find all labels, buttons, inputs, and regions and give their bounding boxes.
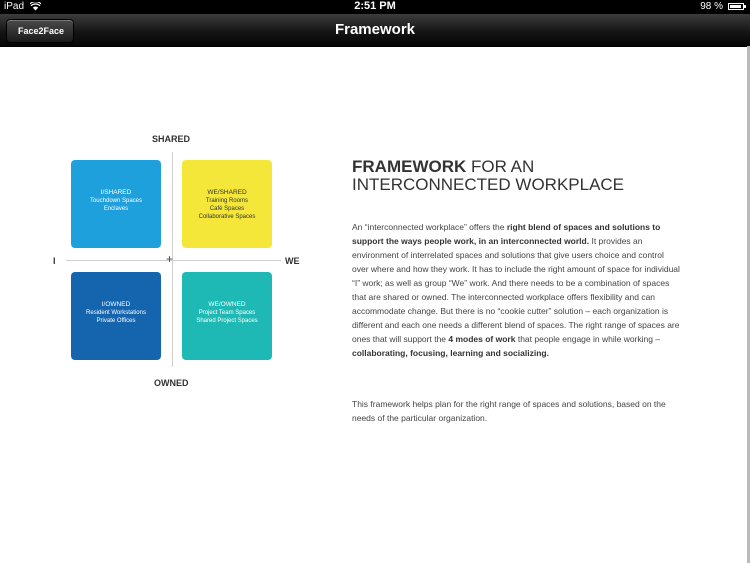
- heading-bold: FRAMEWORK: [352, 157, 467, 176]
- text-bold: 4 modes of work: [448, 334, 516, 344]
- quadrant-title: WE/SHARED: [207, 189, 247, 196]
- quadrant-item: Project Team Spaces: [198, 310, 256, 316]
- carrier-label: iPad: [4, 1, 25, 12]
- quadrant-item: Café Spaces: [209, 206, 245, 212]
- heading-line2: INTERCONNECTED WORKPLACE: [352, 175, 625, 194]
- back-button[interactable]: Face2Face: [6, 19, 74, 43]
- text-run: It provides an environment of interrelated spaces and solutions that give users choice and control over where and how they work. It has to include the right amount of space for individual “I” work; as well as group “We” work. And there needs to be a combination of spaces that are shared or owned. The interconnected workplace offers flexibility and can accommodate change. But there is no “cookie cutter” solution – each organization is different and each one needs a different blend of spaces. The right range of spaces are ones that will support the: [352, 236, 680, 344]
- page-title: Framework: [334, 21, 416, 38]
- quadrant-item: Enclaves: [103, 206, 129, 212]
- text-run: that people engage in while working –: [515, 334, 661, 344]
- quadrant-item: Resident Workstations: [86, 310, 146, 316]
- clock: 2:51 PM: [354, 0, 396, 12]
- navigation-bar: [0, 14, 750, 47]
- battery-percent: 98 %: [700, 1, 723, 12]
- axis-label-owned: OWNED: [154, 378, 189, 388]
- axis-label-i: I: [53, 256, 56, 266]
- axis-label-shared: SHARED: [152, 134, 191, 144]
- quadrant-i-owned: [71, 272, 161, 360]
- text-bold: right blend of spaces and solutions to support the ways people work, in an interconnected world.: [352, 222, 661, 246]
- quadrant-title: I/OWNED: [101, 301, 131, 308]
- quadrant-we-owned: [182, 272, 272, 360]
- quadrant-item: Collaborative Spaces: [198, 214, 256, 220]
- quadrant-item: Shared Project Spaces: [196, 318, 258, 324]
- quadrant-we-shared: [182, 160, 272, 248]
- article-paragraph-2: This framework helps plan for the right range of spaces and solutions, based on the needs of the particular organization.: [352, 399, 666, 423]
- battery-icon: [728, 3, 744, 10]
- quadrant-item: Private Offices: [96, 318, 136, 324]
- article-paragraph-1: [352, 220, 682, 360]
- quadrant-item: Training Rooms: [205, 198, 249, 204]
- article-heading: [352, 158, 672, 194]
- quadrant-title: I/SHARED: [100, 189, 132, 196]
- text-run: An “interconnected workplace” offers the: [352, 222, 507, 232]
- heading-rest: FOR AN: [466, 157, 535, 176]
- horizontal-axis: [66, 260, 281, 261]
- status-bar: [0, 0, 750, 14]
- axis-origin-mark: +: [166, 252, 174, 266]
- quadrant-i-shared: [71, 160, 161, 248]
- axis-label-we: WE: [285, 256, 300, 266]
- text-bold: collaborating, focusing, learning and socializing.: [352, 348, 549, 358]
- quadrant-title: WE/OWNED: [208, 301, 246, 308]
- quadrant-item: Touchdown Spaces: [89, 198, 143, 204]
